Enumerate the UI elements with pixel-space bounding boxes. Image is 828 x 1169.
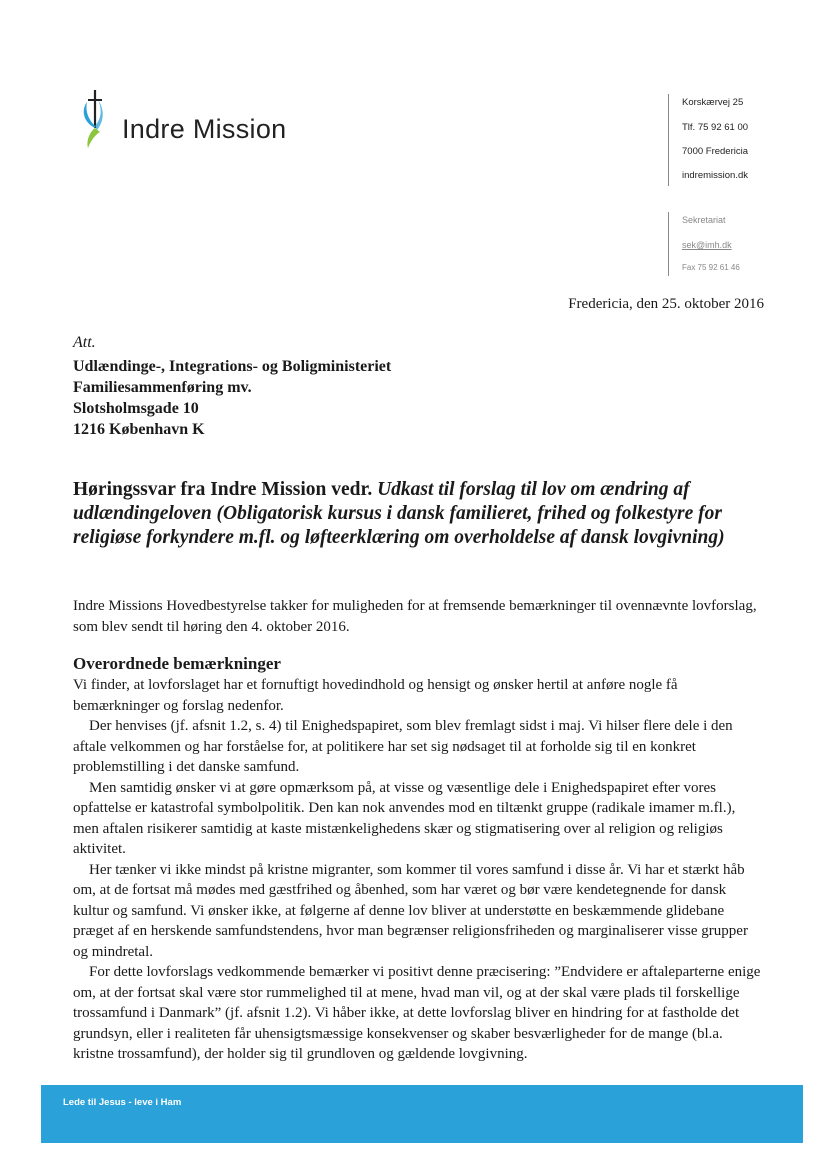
- address-line: Slotsholmsgade 10: [73, 400, 199, 417]
- subject-heading: [73, 478, 773, 550]
- footer-tagline: Lede til Jesus - leve i Ham: [63, 1097, 182, 1108]
- body-paragraph: Der henvises (jf. afsnit 1.2, s. 4) til Enighedspapiret, som blev fremlagt sidst i maj. Vi hilser flere dele i den aftale velkommen og har forståelse for, at politikere har set sig nødsaget til at forholde sig til en konkret problemstilling i det danske samfund.: [73, 718, 733, 775]
- contact-fax: Fax 75 92 61 46: [682, 263, 740, 272]
- section-heading: Overordnede bemærkninger: [73, 654, 281, 673]
- address-line: Familiesammenføring mv.: [73, 379, 252, 396]
- body-paragraph: For dette lovforslags vedkommende bemærker vi positivt denne præcisering: ”Endvidere er aftaleparterne enige om, at der fortsat skal være stor rummelighed til at mene, hvad man vil, og at der skal være plads til forskellige trossamfund i Danmark” (jf. afsnit 1.2). Vi håber ikke, at dette lovforslag bliver en hindring for at fastholde det grundsyn, eller i realiteten får uhensigtsmæssige konsekvenser og skaber besværligheder for de mange (bl.a. kristne trossamfund), der holder sig til grundloven og gældende lovgivning.: [73, 964, 761, 1062]
- footer-band: [41, 1085, 803, 1143]
- att-label: Att.: [73, 334, 96, 351]
- address-line: 1216 København K: [73, 421, 205, 438]
- intro-paragraph: Indre Missions Hovedbestyrelse takker for muligheden for at fremsende bemærkninger til ovennævnte lovforslag, som blev sendt til høring den 4. oktober 2016.: [73, 598, 757, 635]
- contact-web[interactable]: indremission.dk: [682, 170, 748, 181]
- body-paragraph: Vi finder, at lovforslaget har et fornuftigt hovedindhold og hensigt og ønsker hertil at anføre nogle få bemærkninger og forslag nedenfor.: [73, 677, 678, 714]
- recipient-address: [73, 356, 391, 440]
- contact-street: Korskærvej 25: [682, 97, 744, 108]
- letter-body: [73, 675, 763, 1065]
- logo-text: Indre Mission: [122, 114, 287, 144]
- contact-divider-bottom: [668, 212, 669, 276]
- body-paragraph: Men samtidig ønsker vi at gøre opmærksom på, at visse og væsentlige dele i Enighedspapiret efter vores opfattelse er katastrofal symbolpolitik. Den kan nok anvendes mod en tiltænkt gruppe (radikale imamer m.fl.), men aftalen risikerer samtidig at kaste mistænkelighedens skær og stigmatisering over al religion og religiøs aktivitet.: [73, 779, 736, 857]
- subject-title: Udkast til forslag til lov om ændring af udlændingeloven (Obligatorisk kursus i dansk familieret, frihed og folkestyre for religiøse forkyndere m.fl. og løfteerklæring om overholdelse af dansk lovgivning): [73, 479, 725, 548]
- contact-divider-top: [668, 94, 669, 186]
- contact-dept: Sekretariat: [682, 215, 726, 225]
- contact-city: 7000 Fredericia: [682, 146, 749, 157]
- letter-date: Fredericia, den 25. oktober 2016: [568, 296, 764, 312]
- address-line: Udlændinge-, Integrations- og Boligministeriet: [73, 358, 392, 375]
- subject-lead: Høringssvar fra Indre Mission vedr.: [73, 479, 373, 500]
- contact-phone: Tlf. 75 92 61 00: [682, 122, 749, 133]
- cross-flame-icon: [78, 88, 114, 152]
- body-paragraph: Her tænker vi ikke mindst på kristne migranter, som kommer til vores samfund i disse år. Vi har et stærkt håb om, at de fortsat må mødes med gæstfrihed og åbenhed, som har været og bør være kendetegnende for dansk kultur og samfund. Vi ønsker ikke, at følgerne af denne lov bliver at understøtte en beskæmmende glidebane præget af en herskende samfundstendens, hvor man begrænser religionsfriheden og marginaliserer visse grupper og mindretal.: [73, 861, 748, 960]
- contact-email[interactable]: sek@imh.dk: [682, 240, 732, 250]
